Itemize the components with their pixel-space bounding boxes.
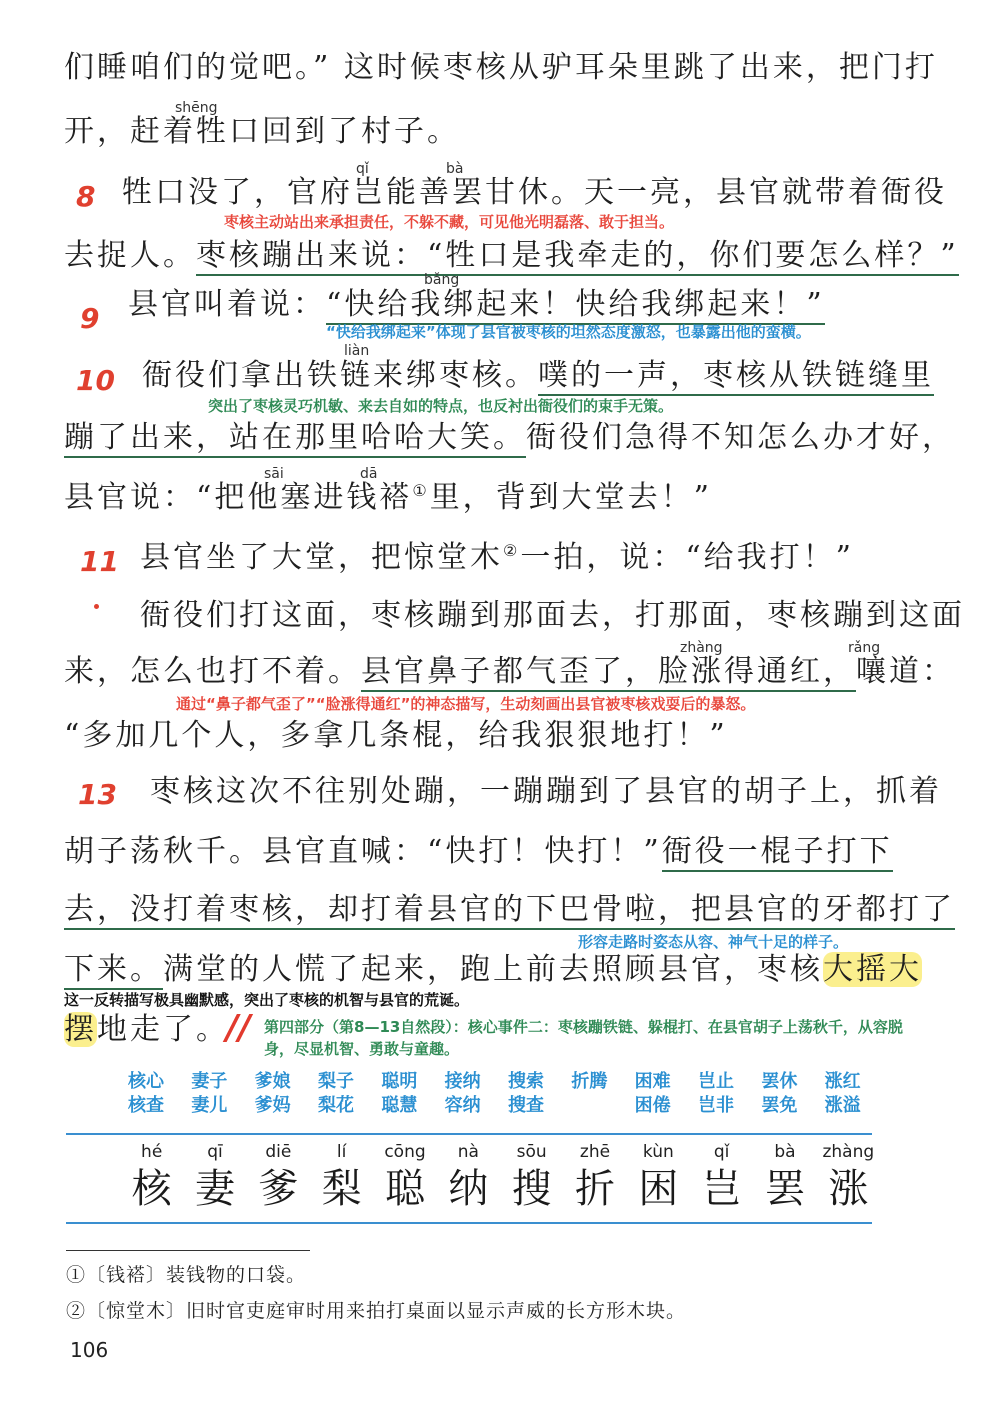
paragraph-number-8: 8	[76, 180, 96, 213]
text-line-14: 胡子荡秋千。县官直喊：“快打！快打！”衙役一棍子打下	[64, 832, 893, 872]
vocab-column	[128, 1070, 191, 1118]
vocab-word: 聪慧	[381, 1095, 418, 1116]
vocab-column	[255, 1070, 318, 1118]
annotation-county-official: “快给我绑起来”体现了县官被枣核的坦然态度激怒，也暴露出他的蛮横。	[326, 323, 811, 341]
annotation-swagger: 形容走路时姿态从容、神气十足的样子。	[578, 933, 849, 951]
chars-top-rule	[66, 1133, 872, 1135]
pinyin-bang: bǎng	[424, 272, 460, 288]
pinyin-lian: liàn	[344, 343, 370, 359]
character-cell	[310, 1140, 373, 1214]
underlined-order: “快给我绑起来！快给我绑起来！”	[326, 287, 825, 325]
character-pinyin: lí	[336, 1142, 347, 1162]
new-characters-row	[120, 1140, 880, 1214]
vocab-word: 接纳	[444, 1071, 481, 1092]
character-glyph: 梨	[321, 1166, 362, 1212]
character-pinyin: zhē	[579, 1142, 611, 1162]
vocab-word: 折腾	[571, 1071, 608, 1092]
character-pinyin: zhàng	[822, 1142, 875, 1162]
section-summary: 第四部分（第8—13自然段）：核心事件二：枣核蹦铁链、躲棍打、在县官胡子上荡秋千，从容脱身，尽显机智、勇敢与童趣。	[264, 1018, 903, 1058]
character-cell	[437, 1140, 500, 1214]
vocab-column	[445, 1070, 508, 1118]
vocab-column	[191, 1070, 254, 1118]
vocab-word: 搜索	[507, 1071, 544, 1092]
text-line-16: 下来。满堂的人慌了起来，跑上前去照顾县官，枣核大摇大	[64, 950, 922, 990]
character-pinyin: sōu	[516, 1142, 547, 1162]
annotation-reversal: 这一反转描写极具幽默感，突出了枣核的机智与县官的荒诞。	[64, 991, 470, 1009]
vocab-word: 容纳	[444, 1095, 481, 1116]
text-line-15	[64, 890, 955, 930]
vocab-word: 爹娘	[254, 1071, 291, 1092]
text-line-1: 们睡咱们的觉吧。” 这时候枣核从驴耳朵里跳了出来，把门打	[64, 50, 938, 85]
footnote-2: ②〔惊堂木〕旧时官吏庭审时用来拍打桌面以显示声威的长方形木块。	[66, 1300, 687, 1322]
annotation-expression: 通过“鼻子都气歪了”“脸涨得通红”的神态描写，生动刻画出县官被枣核戏耍后的暴怒。	[176, 695, 756, 713]
vocab-word: 罢休	[761, 1071, 798, 1092]
vocab-column	[698, 1070, 761, 1118]
text-line-9: 县官坐了大堂，把惊堂木②一拍，说：“给我打！”	[140, 540, 855, 575]
character-glyph: 爹	[258, 1166, 299, 1212]
text-line-17: 摆地走了。	[64, 1012, 229, 1047]
vocab-word: 涨溢	[824, 1095, 861, 1116]
character-cell	[247, 1140, 310, 1214]
annotation-responsibility: 枣核主动站出来承担责任，不躲不藏，可见他光明磊落、敢于担当。	[224, 213, 675, 231]
highlight-swagger: 大摇大	[823, 952, 922, 987]
vocab-word: 妻子	[191, 1071, 228, 1092]
character-pinyin: qī	[207, 1142, 223, 1162]
character-cell	[753, 1140, 816, 1214]
vocab-column	[635, 1070, 698, 1118]
character-cell	[120, 1140, 183, 1214]
character-cell	[690, 1140, 753, 1214]
character-glyph: 岂	[701, 1166, 742, 1212]
vocab-column	[825, 1070, 888, 1118]
pinyin-qi: qǐ	[356, 161, 369, 177]
vocab-word: 妻儿	[191, 1095, 228, 1116]
vocab-column	[508, 1070, 571, 1118]
character-cell	[373, 1140, 436, 1214]
character-glyph: 困	[638, 1166, 679, 1212]
highlight-swagger-end: 摆	[64, 1012, 97, 1047]
paragraph-number-11: 11	[80, 545, 119, 578]
underlined-jaw: 去，没打着枣核，却打着县官的下巴骨啦，把县官的牙都打了	[64, 892, 955, 930]
underlined-laugh: 蹦了出来，站在那里哈哈大笑。	[64, 420, 526, 458]
text-line-2: 开，赶着牲口回到了村子。	[64, 114, 460, 149]
pinyin-sai: sāi	[264, 466, 284, 482]
text-line-6: 衙役们拿出铁链来绑枣核。噗的一声，枣核从铁链缝里	[142, 356, 934, 396]
vocab-column	[761, 1070, 824, 1118]
character-glyph: 妻	[194, 1166, 235, 1212]
character-cell	[500, 1140, 563, 1214]
pinyin-rang: rǎng	[848, 640, 881, 656]
paragraph-number-13: 13	[78, 778, 117, 811]
paragraph-number-9: 9	[80, 302, 100, 335]
text-line-8: 县官说：“把他塞进钱褡①里，背到大堂去！”	[64, 480, 713, 515]
character-glyph: 罢	[764, 1166, 805, 1212]
vocab-word: 搜查	[507, 1095, 544, 1116]
footnote-rule	[66, 1250, 310, 1251]
vocab-column	[318, 1070, 381, 1118]
footnote-1: ①〔钱褡〕装钱物的口袋。	[66, 1264, 307, 1286]
character-pinyin: bà	[774, 1142, 796, 1162]
vocab-word: 罢免	[761, 1095, 798, 1116]
character-glyph: 聪	[384, 1166, 425, 1212]
vocab-word: 梨花	[317, 1095, 354, 1116]
character-pinyin: hé	[141, 1142, 163, 1162]
character-cell	[183, 1140, 246, 1214]
character-cell	[627, 1140, 690, 1214]
underlined-quote: 枣核蹦出来说：“牲口是我牵走的，你们要怎么样？”	[196, 238, 959, 276]
page-number: 106	[70, 1338, 109, 1362]
pinyin-da: dā	[360, 466, 378, 482]
pinyin-zhang: zhàng	[680, 640, 723, 656]
character-glyph: 纳	[448, 1166, 489, 1212]
section-divider-mark: //	[226, 1008, 251, 1048]
vocab-word: 梨子	[317, 1071, 354, 1092]
underlined-angry: 县官鼻子都气歪了，脸涨得通红，	[361, 654, 856, 692]
character-pinyin: kùn	[642, 1142, 674, 1162]
vocab-word: 困倦	[634, 1095, 671, 1116]
underlined-escape: 噗的一声，枣核从铁链缝里	[538, 358, 934, 396]
vocabulary-grid	[128, 1070, 888, 1118]
character-pinyin: qǐ	[713, 1142, 730, 1162]
pinyin-ba: bà	[446, 161, 464, 177]
vocab-word: 聪明	[381, 1071, 418, 1092]
vocab-word: 困难	[634, 1071, 671, 1092]
vocab-word: 岂非	[697, 1095, 734, 1116]
paragraph-mark-12	[94, 604, 99, 609]
vocab-word: 爹妈	[254, 1095, 291, 1116]
vocab-word: 核查	[128, 1095, 164, 1116]
character-pinyin: cōng	[384, 1142, 426, 1162]
text-line-12: “多加几个人，多拿几条棍，给我狠狠地打！”	[64, 718, 728, 753]
text-line-4: 去捉人。枣核蹦出来说：“牲口是我牵走的，你们要怎么样？”	[64, 236, 959, 276]
character-glyph: 搜	[511, 1166, 552, 1212]
character-glyph: 核	[131, 1166, 172, 1212]
character-pinyin: diē	[265, 1142, 292, 1162]
character-glyph: 涨	[828, 1166, 869, 1212]
vocab-word: 岂止	[697, 1071, 734, 1092]
underlined-teeth: 下来。	[64, 952, 163, 990]
character-glyph: 折	[574, 1166, 615, 1212]
pinyin-sheng: shēng	[175, 100, 218, 116]
vocab-word: 核心	[128, 1071, 164, 1092]
chars-bottom-rule	[66, 1222, 872, 1224]
underlined-strike: 衙役一棍子打下	[662, 834, 893, 872]
paragraph-number-10: 10	[76, 364, 115, 397]
vocab-column	[381, 1070, 444, 1118]
text-line-10: 衙役们打这面，枣核蹦到那面去，打那面，枣核蹦到这面	[140, 598, 965, 633]
text-line-5: 县官叫着说：“快给我绑起来！快给我绑起来！”	[128, 285, 825, 325]
text-line-7: 蹦了出来，站在那里哈哈大笑。衙役们急得不知怎么办才好，	[64, 418, 955, 458]
text-line-13: 枣核这次不往别处蹦，一蹦蹦到了县官的胡子上，抓着	[150, 774, 942, 809]
vocab-word: 涨红	[824, 1071, 861, 1092]
character-cell	[817, 1140, 880, 1214]
vocab-column	[571, 1070, 634, 1118]
annotation-nimble: 突出了枣核灵巧机敏、来去自如的特点，也反衬出衙役们的束手无策。	[208, 397, 674, 415]
character-cell	[563, 1140, 626, 1214]
text-line-11: 来，怎么也打不着。县官鼻子都气歪了，脸涨得通红，嚷道：	[64, 652, 955, 692]
character-pinyin: nà	[457, 1142, 479, 1162]
text-line-3: 牲口没了，官府岂能善罢甘休。天一亮，县官就带着衙役	[122, 175, 947, 210]
